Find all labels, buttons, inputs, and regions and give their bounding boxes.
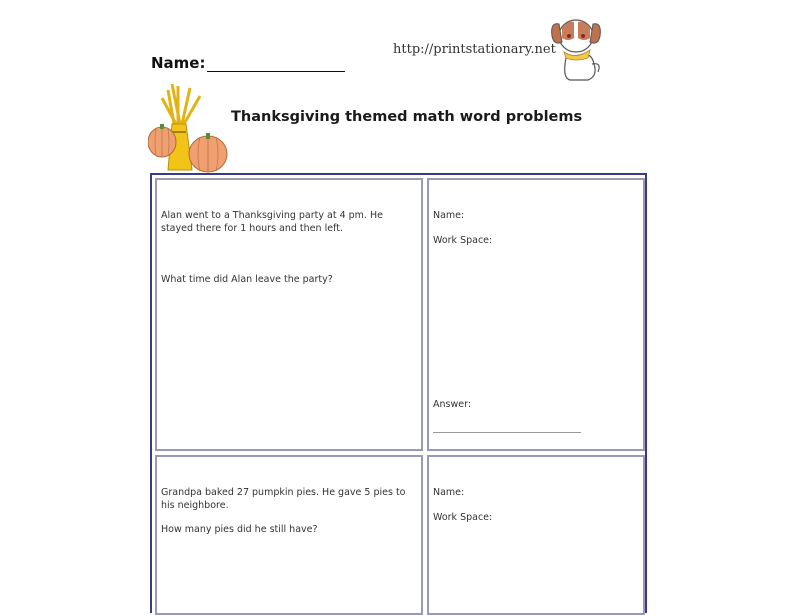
student-name-field[interactable] [151, 54, 345, 72]
problem-1-cell [155, 178, 423, 451]
wheat-and-pumpkins-icon [148, 84, 234, 176]
problem-1-work-cell[interactable] [427, 178, 645, 451]
name-blank-line[interactable] [207, 57, 345, 72]
page-title: Thanksgiving themed math word problems [231, 109, 583, 125]
problem-2-cell [155, 455, 423, 615]
problem-2-statement: Grandpa baked 27 pumpkin pies. He gave 5 pies to his neighbore. [161, 487, 406, 511]
problem-2-name-label: Name: [433, 487, 465, 498]
problem-1-work-space-label: Work Space: [433, 235, 493, 246]
problem-1-question: What time did Alan leave the party? [161, 274, 333, 285]
puppy-icon [548, 14, 604, 82]
problem-1-answer-line[interactable] [433, 432, 581, 433]
problem-2-work-space-label: Work Space: [433, 512, 493, 523]
problem-1-statement: Alan went to a Thanksgiving party at 4 pm. He stayed there for 1 hours and then left. [161, 210, 383, 234]
problem-1-name-label: Name: [433, 210, 465, 221]
name-label: Name: [151, 54, 206, 72]
problem-2-work-cell[interactable] [427, 455, 645, 615]
problem-1-answer-label: Answer: [433, 399, 472, 410]
problem-2-question: How many pies did he still have? [161, 524, 318, 535]
website-url: http://printstationary.net [393, 42, 556, 57]
